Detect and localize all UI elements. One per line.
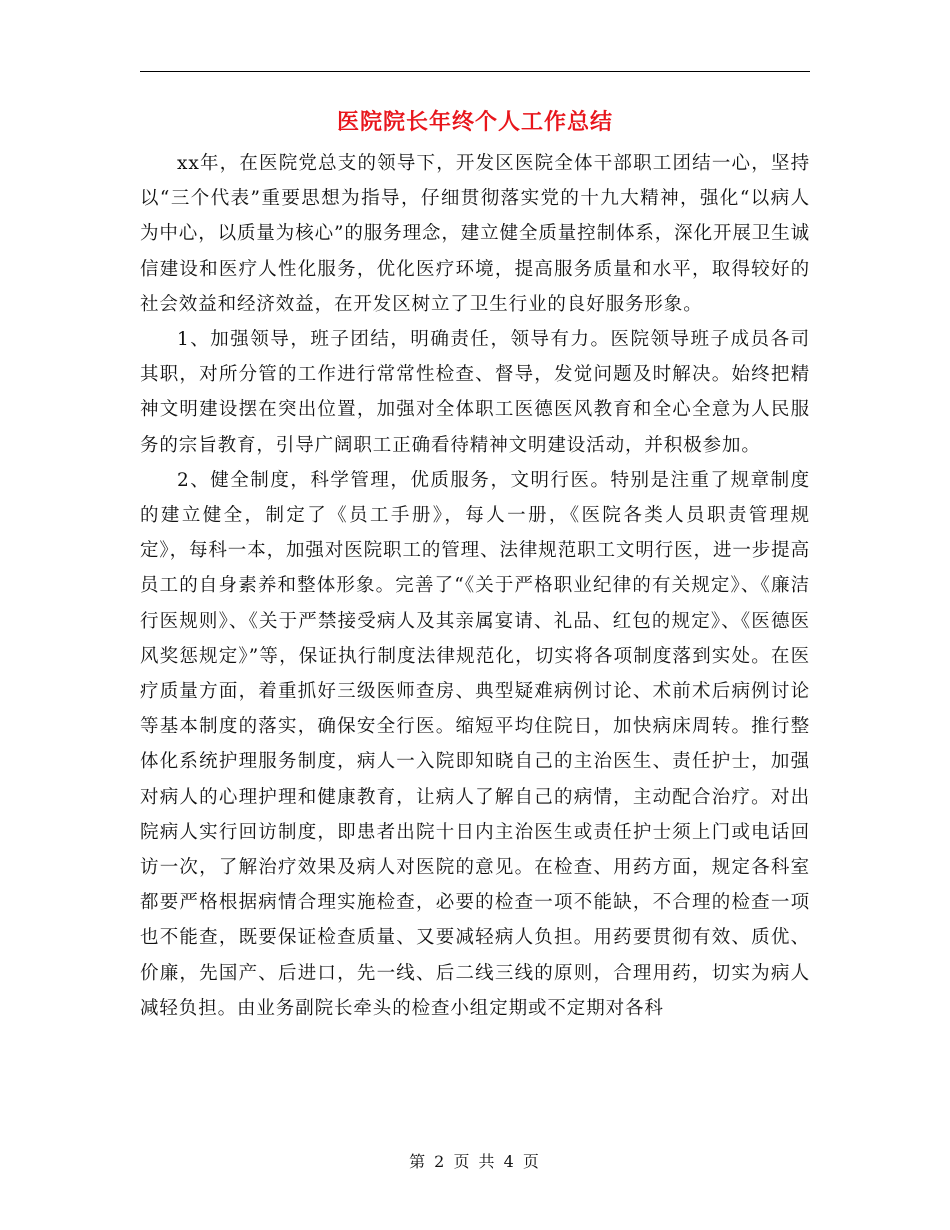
paragraph-systems: 2、健全制度，科学管理，优质服务，文明行医。特别是注重了规章制度的建立健全，制定了《员工手册》，每人一册，《医院各类人员职责管理规定》，每科一本，加强对医院职工的管理、法律规范职工文明行医，进一步提高员工的自身素养和整体形象。完善了“《关于严格职业纪律的有关规定》、《廉洁行医规则》、《关于严禁接受病人及其亲属宴请、礼品、红包的规定》、《医德医风奖惩规定》”等，保证执行制度法律规范化，切实将各项制度落到实处。在医疗质量方面，着重抓好三级医师查房、典型疑难病例讨论、术前术后病例讨论等基本制度的落实，确保安全行医。缩短平均住院日，加快病床周转。推行整体化系统护理服务制度，病人一入院即知晓自己的主治医生、责任护士，加强对病人的心理护理和健康教育，让病人了解自己的病情，主动配合治疗。对出院病人实行回访制度，即患者出院十日内主治医生或责任护士须上门或电话回访一次，了解治疗效果及病人对医院的意见。在检查、用药方面，规定各科室都要严格根据病情合理实施检查，必要的检查一项不能缺，不合理的检查一项也不能查，既要保证检查质量、又要减轻病人负担。用药要贯彻有效、质优、价廉，先国产、后进口，先一线、后二线三线的原则，合理用药，切实为病人减轻负担。由业务副院长牵头的检查小组定期或不定期对各科 (140, 469, 810, 1019)
document-body (140, 146, 810, 1026)
paragraph-intro: xx年，在医院党总支的领导下，开发区医院全体干部职工团结一心，坚持以“三个代表”重要思想为指导，仔细贯彻落实党的十九大精神，强化“以病人为中心，以质量为核心”的服务理念，建立健全质量控制体系，深化开展卫生诚信建设和医疗人性化服务，优化医疗环境，提高服务质量和水平，取得较好的社会效益和经济效益，在开发区树立了卫生行业的良好服务形象。 (140, 153, 810, 315)
paragraph-leadership: 1、加强领导，班子团结，明确责任，领导有力。医院领导班子成员各司其职，对所分管的工作进行常常性检查、督导，发觉问题及时解决。始终把精神文明建设摆在突出位置，加强对全体职工医德医风教育和全心全意为人民服务的宗旨教育，引导广阔职工正确看待精神文明建设活动，并积极参加。 (140, 329, 810, 456)
page-footer: 第 2 页 共 4 页 (409, 1152, 541, 1171)
document-title: 医院院长年终个人工作总结 (336, 110, 613, 135)
header-rule (140, 71, 810, 72)
